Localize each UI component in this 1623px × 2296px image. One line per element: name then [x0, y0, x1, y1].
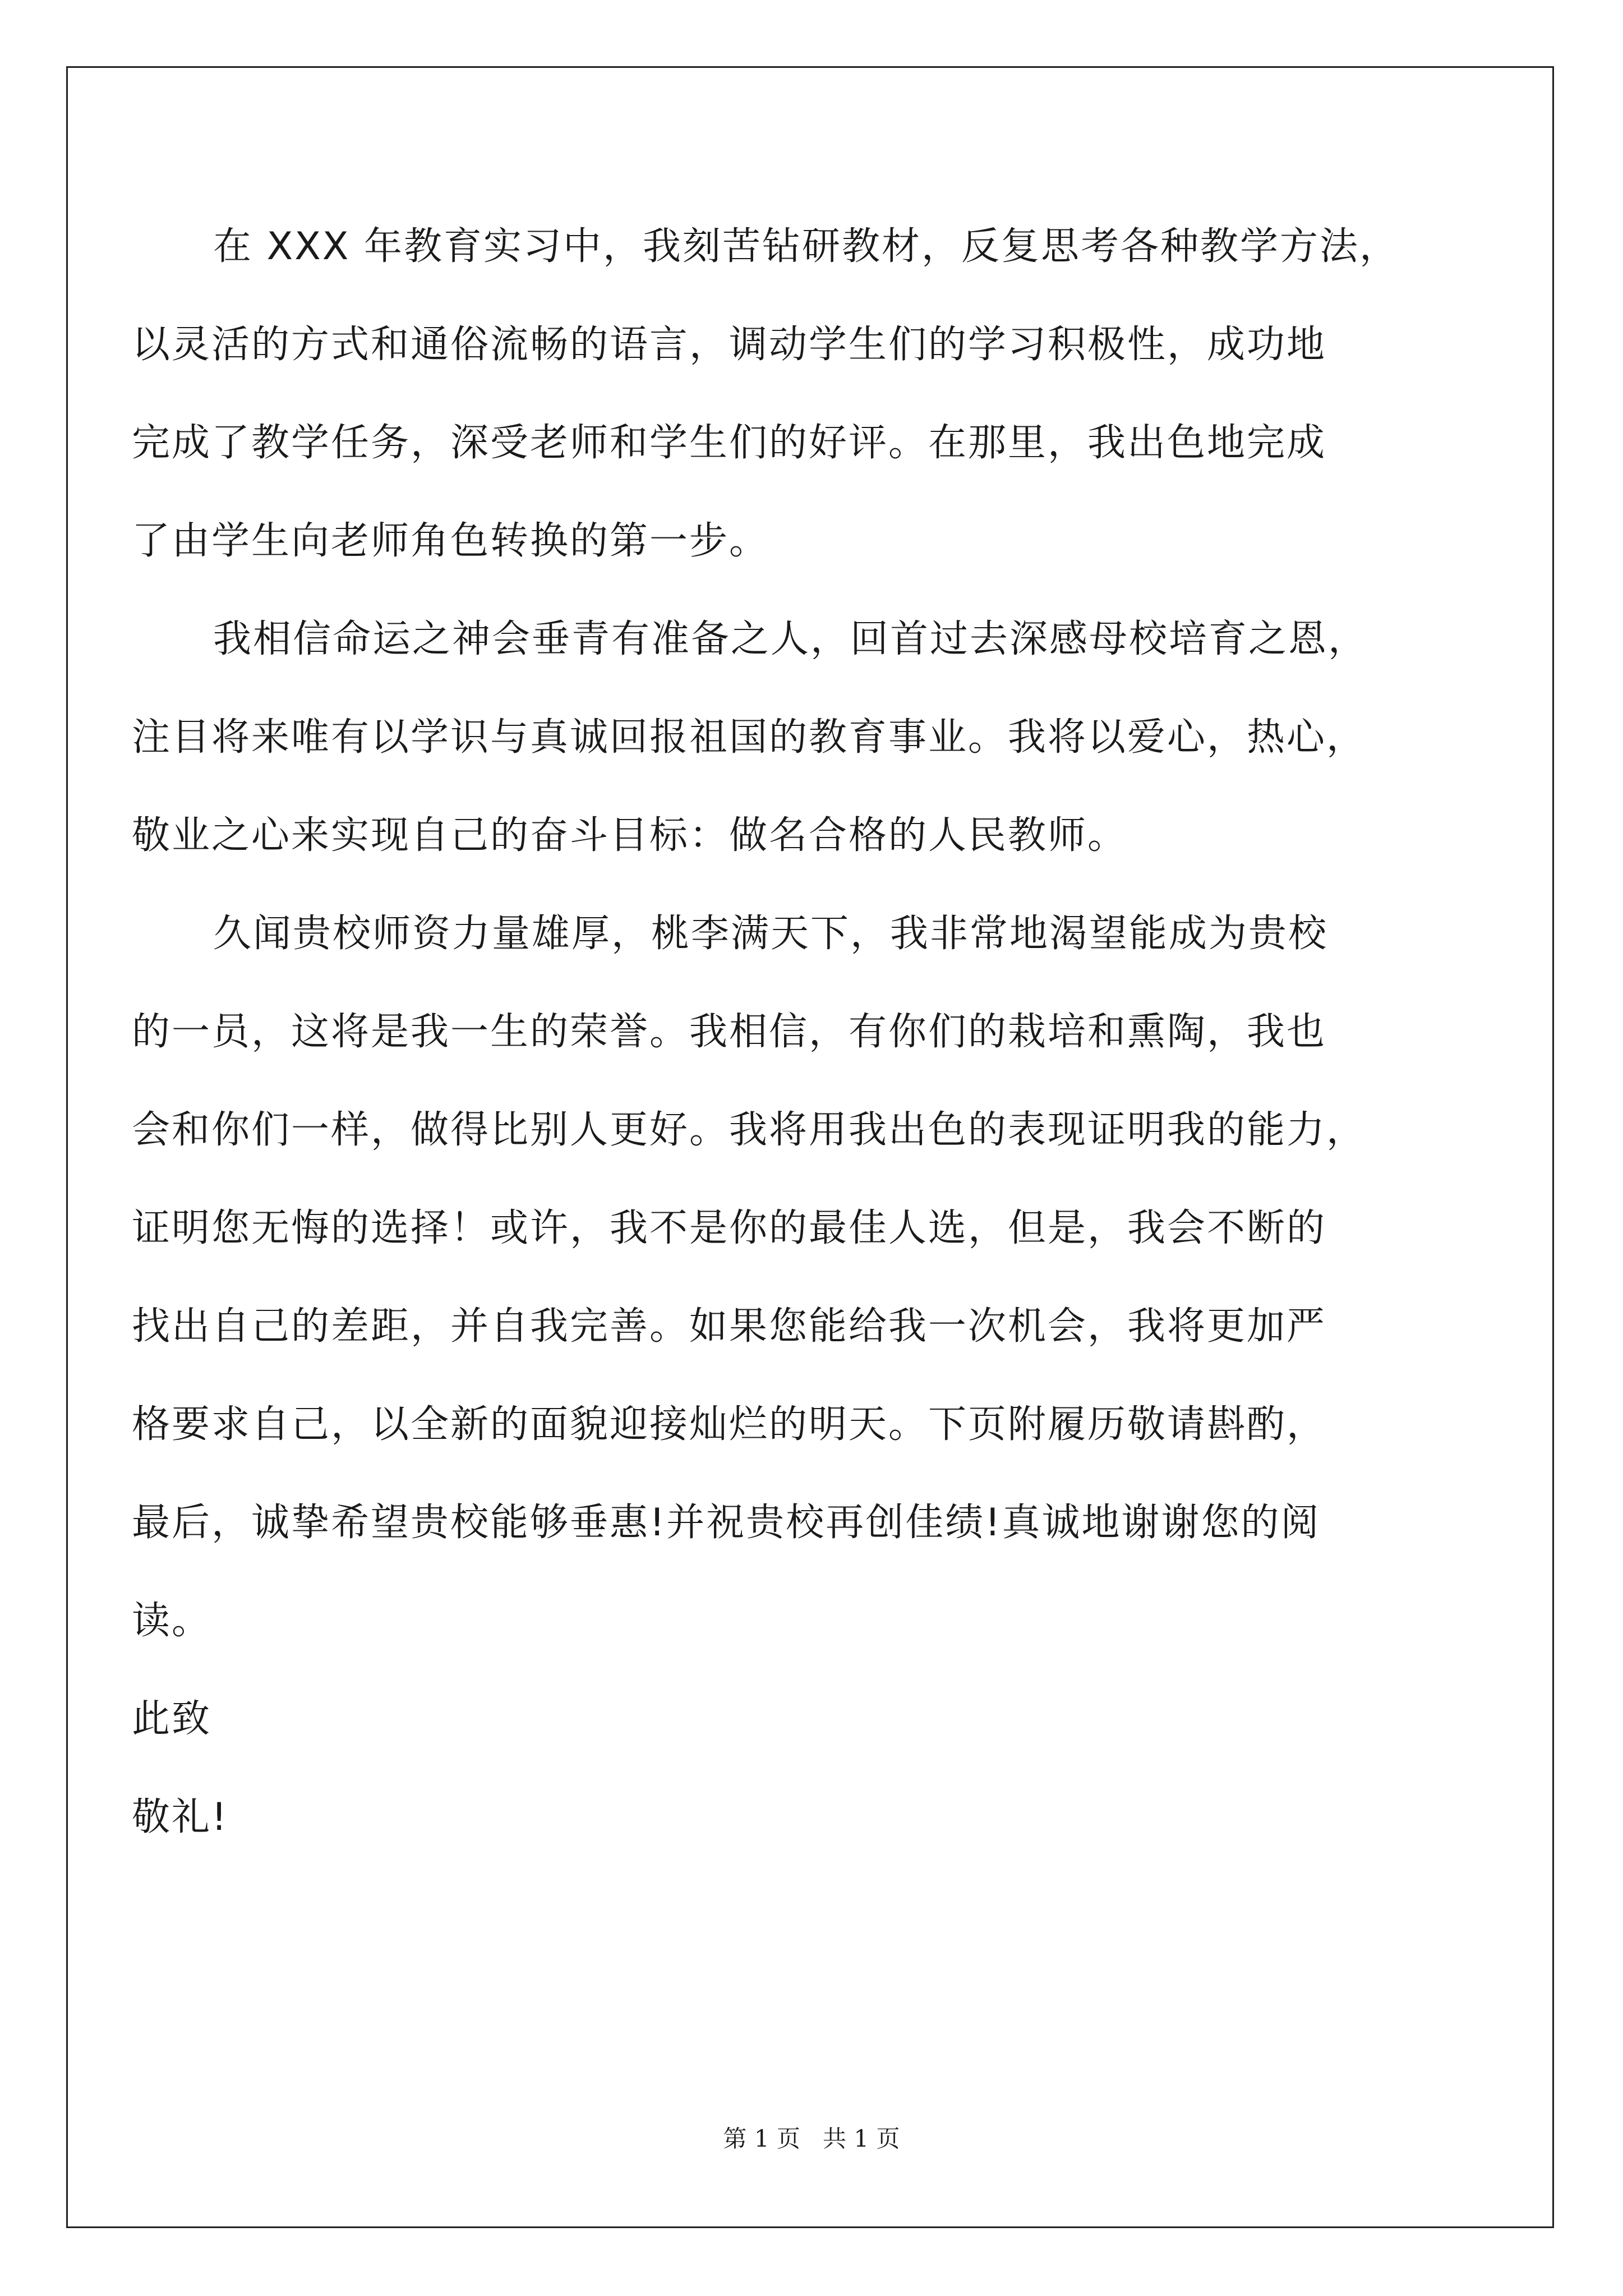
paragraph-3-line-3: 会和你们一样，做得比别人更好。我将用我出色的表现证明我的能力， [132, 1108, 1367, 1152]
paragraph-3-line-7: 最后，诚挚希望贵校能够垂惠!并祝贵校再创佳绩!真诚地谢谢您的阅 [132, 1501, 1321, 1545]
paragraph-1-line-4: 了由学生向老师角色转换的第一步。 [132, 519, 769, 563]
paragraph-1-line-2: 以灵活的方式和通俗流畅的语言，调动学生们的学习积极性，成功地 [132, 323, 1327, 367]
closing-salutation: 此致 [132, 1697, 212, 1741]
paragraph-3-line-2: 的一员，这将是我一生的荣誉。我相信，有你们的栽培和熏陶，我也 [132, 1010, 1327, 1054]
paragraph-2-line-2: 注目将来唯有以学识与真诚回报祖国的教育事业。我将以爱心，热心， [132, 715, 1367, 760]
paragraph-3-line-1: 久闻贵校师资力量雄厚，桃李满天下，我非常地渴望能成为贵校 [213, 912, 1329, 956]
page-number-footer: 第 1 页 共 1 页 [723, 2125, 900, 2152]
paragraph-2-line-1: 我相信命运之神会垂青有准备之人，回首过去深感母校培育之恩， [213, 617, 1368, 661]
paragraph-1-line-1: 在 XXX 年教育实习中，我刻苦钻研教材，反复思考各种教学方法， [213, 224, 1399, 269]
paragraph-3-line-4: 证明您无悔的选择！或许，我不是你的最佳人选，但是，我会不断的 [132, 1206, 1327, 1250]
closing-regards: 敬礼! [132, 1795, 229, 1839]
paragraph-3-line-8: 读。 [132, 1599, 212, 1643]
paragraph-2-line-3: 敬业之心来实现自己的奋斗目标：做名合格的人民教师。 [132, 813, 1128, 858]
paragraph-3-line-5: 找出自己的差距，并自我完善。如果您能给我一次机会，我将更加严 [132, 1304, 1327, 1349]
paragraph-1-line-3: 完成了教学任务，深受老师和学生们的好评。在那里，我出色地完成 [132, 421, 1327, 465]
paragraph-3-line-6: 格要求自己，以全新的面貌迎接灿烂的明天。下页附履历敬请斟酌， [132, 1402, 1327, 1447]
